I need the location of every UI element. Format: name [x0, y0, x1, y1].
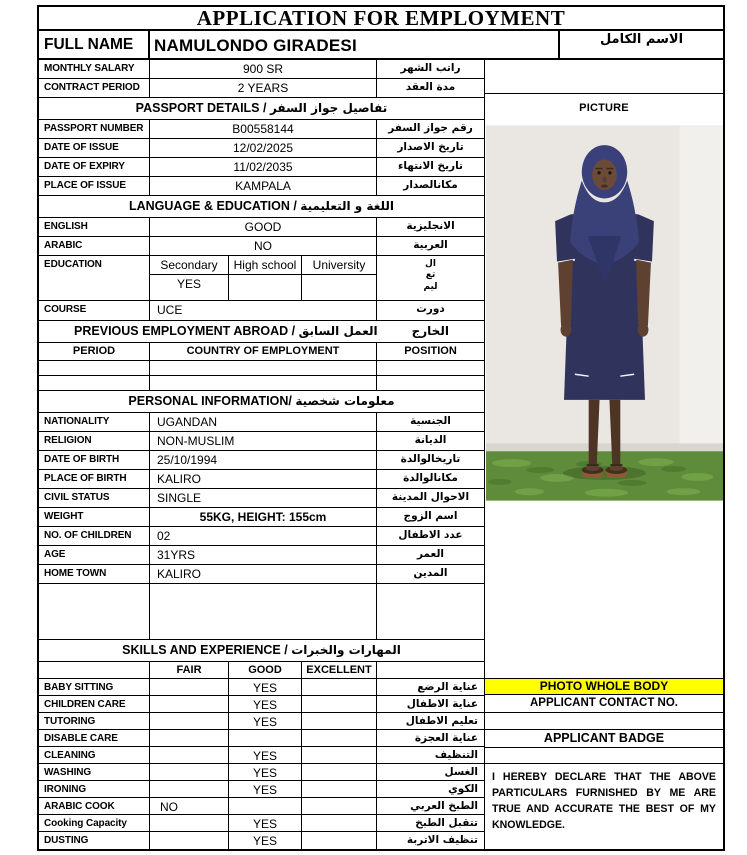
education-answer-university [302, 275, 376, 300]
field-value: NO [150, 237, 377, 255]
course-row [39, 301, 484, 321]
field-value: KAMPALA [150, 177, 377, 195]
skill-row-washing [39, 764, 484, 781]
field-value: 900 SR [150, 60, 377, 78]
field-value: GOOD [150, 218, 377, 236]
skill-fair [150, 815, 229, 831]
skill-label: DUSTING [39, 832, 150, 849]
spacer-row [39, 584, 484, 640]
skill-fair [150, 730, 229, 746]
section-title: PREVIOUS EMPLOYMENT ABROAD / [74, 324, 296, 338]
field-label: AGE [39, 546, 150, 564]
skill-fair [150, 747, 229, 763]
weight-row [39, 508, 484, 527]
personal-info-section-header [39, 391, 484, 413]
skill-row-tutoring [39, 713, 484, 730]
skill-label: IRONING [39, 781, 150, 797]
field-label-arabic: تاريخ الانتهاء [398, 160, 463, 172]
education-answer-highschool [229, 275, 302, 300]
field-label: DATE OF EXPIRY [39, 158, 150, 176]
skill-excellent [302, 798, 377, 814]
previous-employment-empty-row [39, 376, 484, 391]
date-of-birth-row [39, 451, 484, 470]
skill-row-children-care [39, 696, 484, 713]
skill-row-cleaning [39, 747, 484, 764]
age-row [39, 546, 484, 565]
education-grid [150, 256, 377, 300]
skill-label: BABY SITTING [39, 679, 150, 695]
field-label: PLACE OF BIRTH [39, 470, 150, 488]
field-value: UGANDAN [150, 413, 377, 431]
field-label: PASSPORT NUMBER [39, 120, 150, 138]
field-value: UCE [150, 301, 377, 320]
field-label-arabic: رقم جواز السفر [388, 122, 473, 134]
empty-cell [39, 662, 150, 678]
skill-label: WASHING [39, 764, 150, 780]
field-label-arabic: الديانة [414, 434, 447, 446]
education-label-arabic [377, 256, 484, 300]
place-of-issue-row [39, 177, 484, 196]
field-value: SINGLE [150, 489, 377, 507]
skill-row-dusting [39, 832, 484, 849]
grade-col-excellent: EXCELLENT [302, 662, 377, 678]
declaration-text: I HEREBY DECLARE THAT THE ABOVE PARTICULARS FURNISHED BY ME ARE TRUE AND ACCURATE THE BEST OF MY KNOWLEDGE. [492, 771, 716, 831]
field-label: CIVIL STATUS [39, 489, 150, 507]
field-value: B00558144 [150, 120, 377, 138]
employment-application-form [37, 5, 725, 851]
skill-label: Cooking Capacity [39, 815, 150, 831]
skill-good: YES [229, 696, 302, 712]
skill-good: YES [229, 815, 302, 831]
section-title: SKILLS AND EXPERIENCE / [122, 643, 288, 657]
skill-fair: NO [150, 798, 229, 814]
field-label-arabic: مكانالصدار [403, 179, 458, 191]
skill-fair [150, 696, 229, 712]
skill-good: YES [229, 764, 302, 780]
empty-cell [485, 748, 723, 764]
skill-excellent [302, 815, 377, 831]
field-label-arabic: الجنسية [410, 415, 451, 427]
field-value: KALIRO [150, 565, 377, 583]
skill-excellent [302, 781, 377, 797]
children-row [39, 527, 484, 546]
applicant-badge-label: APPLICANT BADGE [485, 730, 723, 748]
field-value: 12/02/2025 [150, 139, 377, 157]
empty-cell [39, 584, 150, 639]
skill-row-cooking-capacity [39, 815, 484, 832]
field-label: DATE OF ISSUE [39, 139, 150, 157]
field-label-arabic: المدين [413, 567, 448, 579]
field-label: COURSE [39, 301, 150, 320]
form-right-column [485, 60, 723, 849]
education-col-university: University [312, 258, 366, 272]
field-value: 31YRS [150, 546, 377, 564]
previous-employment-section-header [39, 321, 484, 343]
skill-fair [150, 781, 229, 797]
skill-label-arabic: عناية الاطفال [406, 698, 478, 710]
column-header-period: PERIOD [39, 343, 150, 360]
skill-good: YES [229, 832, 302, 849]
skill-label: CLEANING [39, 747, 150, 763]
skill-label-arabic: تنظيف الاتربة [406, 834, 478, 846]
field-label: WEIGHT [39, 508, 150, 526]
passport-section-header [39, 98, 484, 120]
table-cell [377, 361, 484, 375]
section-title-arabic: المهارات والخبرات [291, 643, 401, 657]
religion-row [39, 432, 484, 451]
field-value: NON-MUSLIM [150, 432, 377, 450]
field-label: RELIGION [39, 432, 150, 450]
section-title-arabic: اللغة و التعليمية [300, 199, 394, 213]
field-label-arabic: الاحوال المدينة [391, 491, 470, 503]
skill-label: TUTORING [39, 713, 150, 729]
field-label-arabic: تاريخالوالدة [400, 453, 461, 465]
skill-row-baby-sitting [39, 679, 484, 696]
empty-cell [485, 713, 723, 730]
field-label: NO. OF CHILDREN [39, 527, 150, 545]
date-of-issue-row [39, 139, 484, 158]
skill-label-arabic: عناية العجزة [414, 732, 478, 744]
field-value: 25/10/1994 [150, 451, 377, 469]
civil-status-row [39, 489, 484, 508]
field-label-arabic: مكانالوالدة [403, 472, 458, 484]
skill-label: CHILDREN CARE [39, 696, 150, 712]
photo-whole-body-banner: PHOTO WHOLE BODY [485, 679, 723, 695]
skill-label-arabic: التنظيف [434, 749, 478, 761]
full-name-row [39, 31, 723, 60]
field-value: KALIRO [150, 470, 377, 488]
skill-fair [150, 764, 229, 780]
field-label-arabic: اسم الزوج [403, 510, 458, 522]
skill-excellent [302, 747, 377, 763]
skill-excellent [302, 764, 377, 780]
field-label: HOME TOWN [39, 565, 150, 583]
skills-section-header [39, 640, 484, 662]
column-header-country: COUNTRY OF EMPLOYMENT [150, 343, 377, 360]
field-label: CONTRACT PERIOD [39, 79, 150, 97]
skill-label-arabic: عناية الرضع [417, 681, 478, 693]
picture-label: PICTURE [579, 102, 629, 114]
field-value: 55KG, HEIGHT: 155cm [150, 508, 377, 526]
skill-row-ironing [39, 781, 484, 798]
passport-number-row [39, 120, 484, 139]
education-answer-secondary: YES [150, 275, 229, 300]
field-label-arabic: الانجليزية [406, 220, 455, 232]
form-left-table [39, 60, 485, 849]
arabic-line: تع [425, 270, 436, 281]
english-row [39, 218, 484, 237]
monthly-salary-row [39, 60, 484, 79]
previous-employment-empty-row [39, 361, 484, 376]
contract-period-row [39, 79, 484, 98]
grade-col-fair: FAIR [150, 662, 229, 678]
field-label-arabic: العمر [416, 548, 445, 560]
field-label-arabic: تاريخ الاصدار [397, 141, 464, 153]
field-label: DATE OF BIRTH [39, 451, 150, 469]
skill-good: YES [229, 747, 302, 763]
education-col-secondary: Secondary [150, 256, 229, 274]
section-title: LANGUAGE & EDUCATION / [128, 199, 297, 213]
field-label: ARABIC [39, 237, 150, 255]
skill-label-arabic: تتقبل الطبخ [415, 817, 478, 829]
section-title: PERSONAL INFORMATION/ [128, 394, 292, 408]
skill-label-arabic: الغسل [444, 766, 478, 778]
empty-cell [377, 584, 484, 639]
skills-grade-header-row [39, 662, 484, 679]
skill-excellent [302, 679, 377, 695]
skill-fair [150, 832, 229, 849]
full-name-value: NAMULONDO GIRADESI [150, 31, 560, 58]
table-cell [39, 361, 150, 375]
arabic-row [39, 237, 484, 256]
table-cell [150, 361, 377, 375]
skill-good: YES [229, 679, 302, 695]
skill-fair [150, 713, 229, 729]
place-of-birth-row [39, 470, 484, 489]
education-row [39, 256, 484, 301]
skill-good [229, 798, 302, 814]
field-label: MONTHLY SALARY [39, 60, 150, 78]
arabic-line: ليم [423, 281, 438, 292]
field-label: ENGLISH [39, 218, 150, 236]
skill-label-arabic: تعليم الاطفال [405, 715, 478, 727]
empty-cell [377, 662, 484, 678]
skill-good: YES [229, 781, 302, 797]
empty-cell [150, 584, 377, 639]
education-col-highschool: High school [229, 256, 302, 274]
section-title-arabic: الخارج [411, 324, 449, 338]
field-label-arabic: عدد الاطفال [398, 529, 463, 541]
field-label-arabic: دورت [416, 303, 445, 315]
full-name-label: FULL NAME [39, 31, 150, 58]
skill-label-arabic: الطبخ العربي [410, 800, 478, 812]
field-label-arabic: مدة العقد [405, 81, 456, 93]
skill-excellent [302, 832, 377, 849]
nationality-row [39, 413, 484, 432]
section-title-arabic: تفاصيل جواز السفر [269, 101, 388, 115]
column-header-position: POSITION [404, 345, 457, 357]
picture-cell [485, 94, 723, 679]
field-label-arabic: العربية [413, 239, 448, 251]
skill-excellent [302, 730, 377, 746]
section-title-arabic: العمل السابق [298, 324, 378, 338]
skill-good: YES [229, 713, 302, 729]
page-title: APPLICATION FOR EMPLOYMENT [39, 7, 723, 31]
skill-good [229, 730, 302, 746]
applicant-photo [486, 124, 723, 502]
skill-excellent [302, 713, 377, 729]
table-cell [150, 376, 377, 390]
section-title: PASSPORT DETAILS / [135, 101, 267, 115]
skill-row-disable-care [39, 730, 484, 747]
field-value: 2 YEARS [150, 79, 377, 97]
skill-excellent [302, 696, 377, 712]
section-title-arabic: معلومات شخصية [295, 394, 395, 408]
table-cell [377, 376, 484, 390]
skill-label-arabic: الكوي [448, 783, 478, 795]
full-name-label-arabic: الاسم الكامل [599, 32, 684, 47]
arabic-line: ال [425, 259, 436, 269]
skill-label: ARABIC COOK [39, 798, 150, 814]
field-label: EDUCATION [39, 256, 150, 300]
field-label: NATIONALITY [39, 413, 150, 431]
field-value: 11/02/2035 [150, 158, 377, 176]
language-section-header [39, 196, 484, 218]
empty-cell [485, 60, 723, 94]
field-label-arabic: راتب الشهر [400, 62, 461, 74]
skill-row-arabic-cook [39, 798, 484, 815]
previous-employment-columns-row [39, 343, 484, 361]
field-label: PLACE OF ISSUE [39, 177, 150, 195]
home-town-row [39, 565, 484, 584]
grade-col-good: GOOD [229, 662, 302, 678]
table-cell [39, 376, 150, 390]
applicant-contact-label: APPLICANT CONTACT NO. [485, 695, 723, 713]
skill-label: DISABLE CARE [39, 730, 150, 746]
field-value: 02 [150, 527, 377, 545]
date-of-expiry-row [39, 158, 484, 177]
skill-fair [150, 679, 229, 695]
